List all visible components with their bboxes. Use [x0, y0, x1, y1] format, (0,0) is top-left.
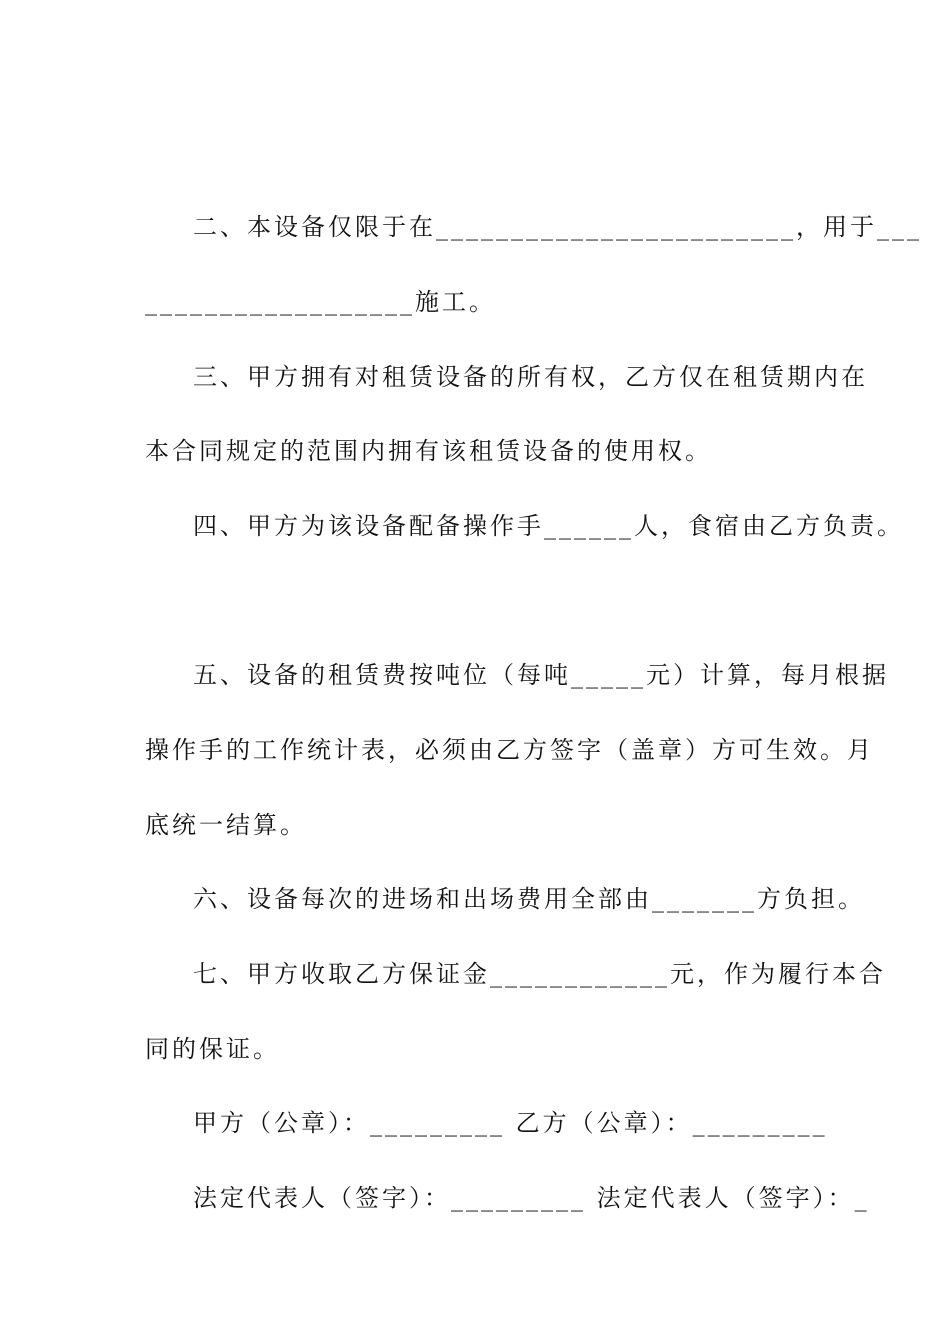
clause-5-line-2: 操作手的工作统计表，必须由乙方签字（盖章）方可生效。月 — [145, 736, 874, 764]
clause-4-line-1: 四、甲方为该设备配备操作手______人，食宿由乙方负责。 — [193, 512, 904, 540]
signature-line: 法定代表人（签字）：_________ 法定代表人（签字）：_ — [193, 1184, 870, 1212]
clause-6-line-1: 六、设备每次的进场和出场费用全部由_______方负担。 — [193, 885, 865, 913]
clause-2-line-1: 二、本设备仅限于在________________________，用于___ — [193, 213, 922, 241]
clause-7-line-2: 同的保证。 — [145, 1035, 280, 1063]
clause-5-line-3: 底统一结算。 — [145, 811, 307, 839]
clause-5-line-1: 五、设备的租赁费按吨位（每吨_____元）计算，每月根据 — [193, 661, 889, 689]
clause-3-line-1: 三、甲方拥有对租赁设备的所有权，乙方仅在租赁期内在 — [193, 363, 868, 391]
clause-2-line-2: __________________施工。 — [145, 288, 496, 316]
clause-7-line-1: 七、甲方收取乙方保证金____________元，作为履行本合 — [193, 960, 886, 988]
seal-line: 甲方（公章）：_________ 乙方（公章）：_________ — [193, 1109, 828, 1137]
clause-3-line-2: 本合同规定的范围内拥有该租赁设备的使用权。 — [145, 437, 712, 465]
